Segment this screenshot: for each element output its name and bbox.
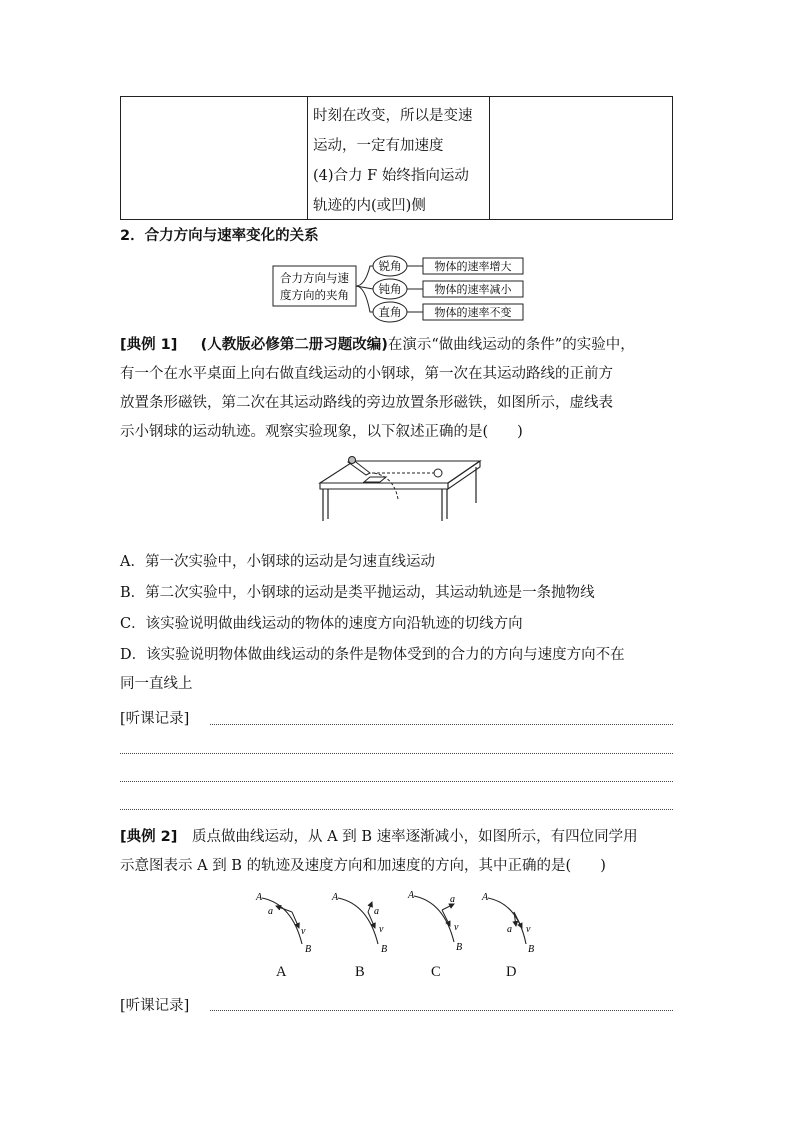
angle-label-acute: 锐角: [378, 259, 402, 273]
example1-line: 有一个在水平桌面上向右做直线运动的小钢球，第一次在其运动路线的正前方: [120, 366, 613, 382]
example2-tag: [典例 2]: [120, 829, 178, 845]
accel-arrow-b: [368, 902, 372, 912]
connector-acute: [356, 266, 373, 286]
end-ball: [434, 469, 442, 477]
angle-label-obtuse: 钝角: [378, 282, 402, 296]
start-ball: [349, 457, 356, 464]
accel-arrow-a: [276, 906, 292, 912]
example1-source: (人教版必修第二册习题改编): [200, 337, 388, 353]
section-heading: 2．合力方向与速率变化的关系: [120, 228, 319, 244]
note-line: [210, 1010, 673, 1011]
example1-option-b: B．第二次实验中，小钢球的运动是类平抛运动，其运动轨迹是一条抛物线: [120, 585, 595, 601]
magnet-experiment-figure: [314, 455, 484, 523]
trajectory-figures: [250, 888, 550, 956]
point-label: A: [408, 890, 415, 901]
point-label: A: [256, 892, 263, 903]
diagram-center-line2: 度方向的夹角: [280, 288, 349, 302]
example1-text: 在演示“做曲线运动的条件”的实验中，: [387, 337, 635, 353]
velocity-label: v: [454, 922, 459, 933]
example2-text: 质点做曲线运动，从 A 到 B 速率逐渐减小，如图所示，有四位同学用: [192, 829, 638, 845]
point-label: B: [528, 944, 535, 955]
point-label: B: [381, 944, 388, 955]
magnet: [364, 477, 386, 482]
note-line: [210, 724, 673, 725]
point-label: B: [456, 942, 463, 953]
figure-b: [331, 892, 387, 955]
example2-line1: [120, 823, 638, 852]
accel-label: a: [450, 894, 455, 905]
figure-label-b: B: [355, 964, 365, 980]
velocity-label: v: [301, 926, 306, 937]
example2-note-label: [听课记录]: [120, 998, 190, 1014]
table-line: 时刻在改变，所以是变速: [313, 108, 473, 124]
example1-line1: [120, 331, 635, 360]
point-label: A: [332, 892, 339, 903]
figure-label-a: A: [276, 964, 287, 980]
table-line: (4)合力 F 始终指向运动: [313, 168, 469, 184]
table-line: 运动，一定有加速度: [313, 138, 444, 154]
velocity-label: v: [379, 924, 384, 935]
relation-diagram: [270, 254, 530, 324]
angle-label-right: 直角: [378, 305, 402, 319]
table-line: 轨迹的内(或凹)侧: [313, 198, 426, 214]
point-label: A: [482, 892, 489, 903]
example1-note-label: [听课记录]: [120, 711, 190, 727]
result-obtuse: 物体的速率减小: [434, 283, 512, 296]
example1-line: 示小钢球的运动轨迹。观察实验现象，以下叙述正确的是( ): [120, 424, 523, 440]
accel-label: a: [268, 906, 273, 917]
table-side: [448, 461, 480, 489]
result-acute: 物体的速率增大: [434, 260, 512, 273]
table-cell-right: [490, 97, 672, 219]
example1-option-d-cont: 同一直线上: [120, 676, 193, 692]
figure-d: [481, 892, 534, 955]
diagram-center-line1: 合力方向与速: [280, 271, 349, 285]
velocity-arrow-c: [442, 910, 450, 926]
note-line: [120, 753, 673, 754]
trajectory-d: [488, 898, 526, 944]
point-label: B: [305, 944, 312, 955]
velocity-label: v: [526, 924, 531, 935]
note-line: [120, 809, 673, 810]
tabletop: [320, 461, 480, 483]
connector-right: [356, 286, 373, 312]
figure-a: [255, 892, 311, 955]
figure-c: [407, 890, 462, 953]
accel-label: a: [507, 924, 512, 935]
example2-line: 示意图表示 A 到 B 的轨迹及速度方向和加速度的方向，其中正确的是( ): [120, 858, 606, 874]
example1-option-a: A．第一次实验中，小钢球的运动是匀速直线运动: [120, 554, 435, 570]
example1-line: 放置条形磁铁，第二次在其运动路线的旁边放置条形磁铁，如图所示，虚线表: [120, 395, 613, 411]
table-cell-middle: [308, 97, 490, 219]
table-cell-left: [121, 97, 308, 219]
note-line: [120, 781, 673, 782]
example1-option-c: C．该实验说明做曲线运动的物体的速度方向沿轨迹的切线方向: [120, 616, 523, 632]
result-right: 物体的速率不变: [434, 306, 512, 319]
summary-table: [120, 96, 673, 220]
example1-tag: [典例 1]: [120, 337, 178, 353]
trajectory-c: [414, 896, 454, 942]
accel-label: a: [374, 906, 379, 917]
table-edge: [320, 483, 448, 489]
figure-label-c: C: [431, 964, 441, 980]
figure-label-d: D: [506, 964, 517, 980]
example1-option-d: D．该实验说明物体做曲线运动的条件是物体受到的合力的方向与速度方向不在: [120, 647, 625, 663]
